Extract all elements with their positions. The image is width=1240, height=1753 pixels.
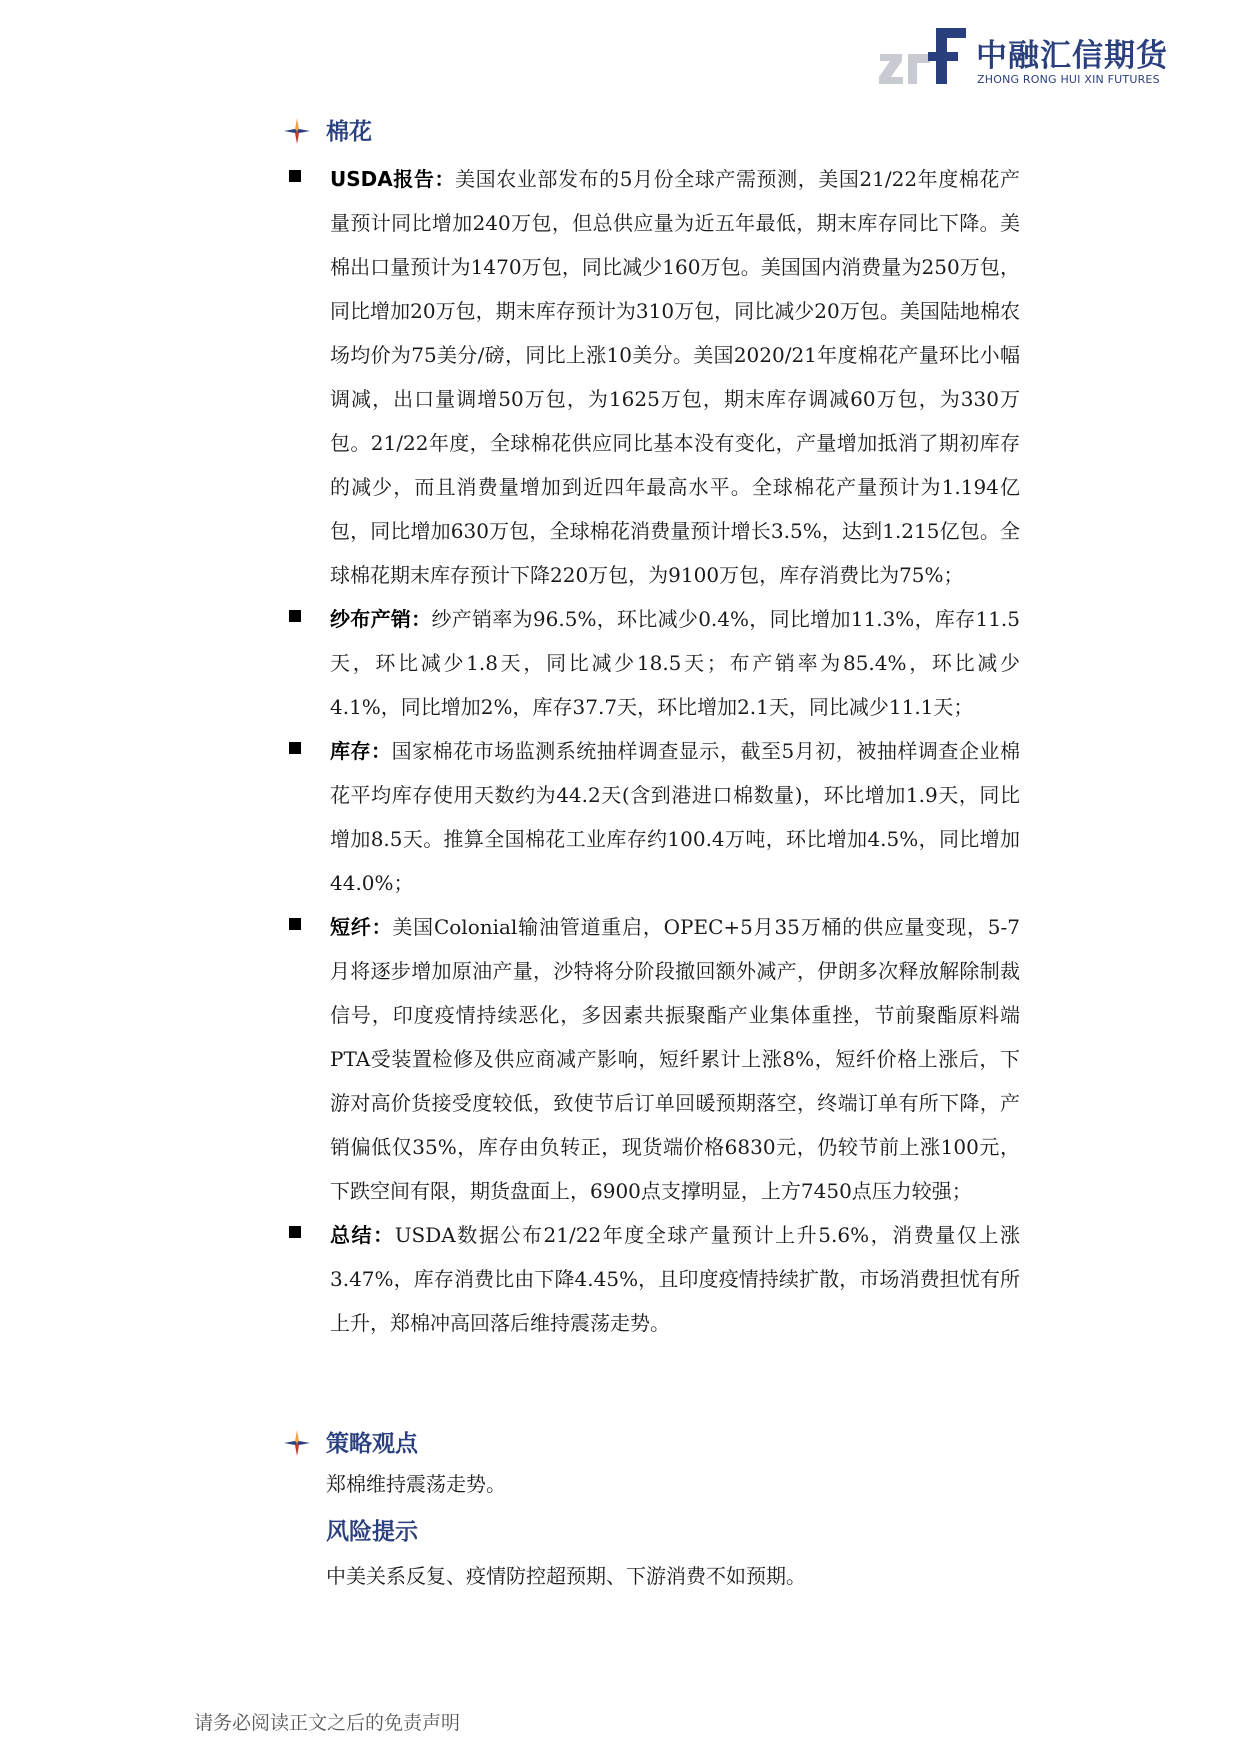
list-item-text [330,597,1020,729]
list-item-summary [282,1213,1022,1345]
four-point-star-icon [284,1430,310,1456]
strategy-text: 郑棉维持震荡走势。 [326,1472,506,1496]
logo-chinese-name: 中融汇信期货 [976,38,1168,74]
square-bullet-icon [289,610,301,622]
list-item-label: 总结： [330,1223,395,1247]
list-item-usda [282,157,1022,597]
list-item-staple-fiber [282,905,1022,1213]
section-title: 策略观点 [326,1431,418,1457]
list-item-body: 纱产销率为96.5%，环比减少0.4%，同比增加11.3%，库存11.5天，环比减少1.8天，同比减少18.5天；布产销率为85.4%，环比减少4.1%，同比增加2%，库存37.7天，环比增加2.1天，同比减少11.1天； [330,607,1021,719]
risk-title: 风险提示 [326,1519,418,1545]
bullet-list [282,157,1022,1345]
company-logo [878,24,1178,94]
list-item-text [330,1213,1020,1345]
list-item-label: 短纤： [330,915,393,939]
list-item-body: USDA数据公布21/22年度全球产量预计上升5.6%，消费量仅上涨3.47%，库存消费比由下降4.45%，且印度疫情持续扩散，市场消费担忧有所上升，郑棉冲高回落后维持震荡走势。 [330,1223,1021,1335]
list-item-label: 库存： [330,739,392,763]
risk-text: 中美关系反复、疫情防控超预期、下游消费不如预期。 [326,1564,806,1588]
logo-english-name: ZHONG RONG HUI XIN FUTURES [977,73,1160,86]
list-item-text [330,729,1020,905]
list-item-body: 美国农业部发布的5月份全球产需预测，美国21/22年度棉花产量预计同比增加240万包，但总供应量为近五年最低，期末库存同比下降。美棉出口量预计为1470万包，同比减少160万包。美国国内消费量为250万包，同比增加20万包，期末库存预计为310万包，同比减少20万包。美国陆地棉农场均价为75美分/磅，同比上涨10美分。美国2020/21年度棉花产量环比小幅调减，出口量调增50万包，为1625万包，期末库存调减60万包，为330万包。21/22年度，全球棉花供应同比基本没有变化，产量增加抵消了期初库存的减少，而且消费量增加到近四年最高水平。全球棉花产量预计为1.194亿包，同比增加630万包，全球棉花消费量预计增长3.5%，达到1.215亿包。全球棉花期末库存预计下降220万包，为9100万包，库存消费比为75%； [330,167,1020,587]
square-bullet-icon [289,742,301,754]
section-heading-cotton [284,112,584,152]
section-heading-strategy [284,1424,584,1464]
four-point-star-icon [284,118,310,144]
section-title: 棉花 [326,119,372,145]
page-footer-disclaimer: 请务必阅读正文之后的免责声明 [194,1712,461,1734]
list-item-yarn [282,597,1022,729]
list-item-label: 纱布产销： [330,607,432,631]
list-item-label: USDA报告： [330,167,456,191]
zrf-logo-mark-icon [878,24,970,94]
square-bullet-icon [289,918,301,930]
square-bullet-icon [289,1226,301,1238]
list-item-body: 美国Colonial输油管道重启，OPEC+5月35万桶的供应量变现，5-7月将逐步增加原油产量，沙特将分阶段撤回额外减产，伊朗多次释放解除制裁信号，印度疫情持续恶化，多因素共振聚酯产业集体重挫，节前聚酯原料端PTA受装置检修及供应商减产影响，短纤累计上涨8%，短纤价格上涨后，下游对高价货接受度较低，致使节后订单回暖预期落空，终端订单有所下降，产销偏低仅35%，库存由负转正，现货端价格6830元，仍较节前上涨100元，下跌空间有限，期货盘面上，6900点支撑明显，上方7450点压力较强； [330,915,1021,1203]
list-item-body: 国家棉花市场监测系统抽样调查显示，截至5月初，被抽样调查企业棉花平均库存使用天数约为44.2天(含到港进口棉数量)，环比增加1.9天，同比增加8.5天。推算全国棉花工业库存约100.4万吨，环比增加4.5%，同比增加44.0%； [330,739,1020,895]
square-bullet-icon [289,170,301,182]
list-item-inventory [282,729,1022,905]
list-item-text [330,905,1020,1213]
list-item-text [330,157,1020,597]
